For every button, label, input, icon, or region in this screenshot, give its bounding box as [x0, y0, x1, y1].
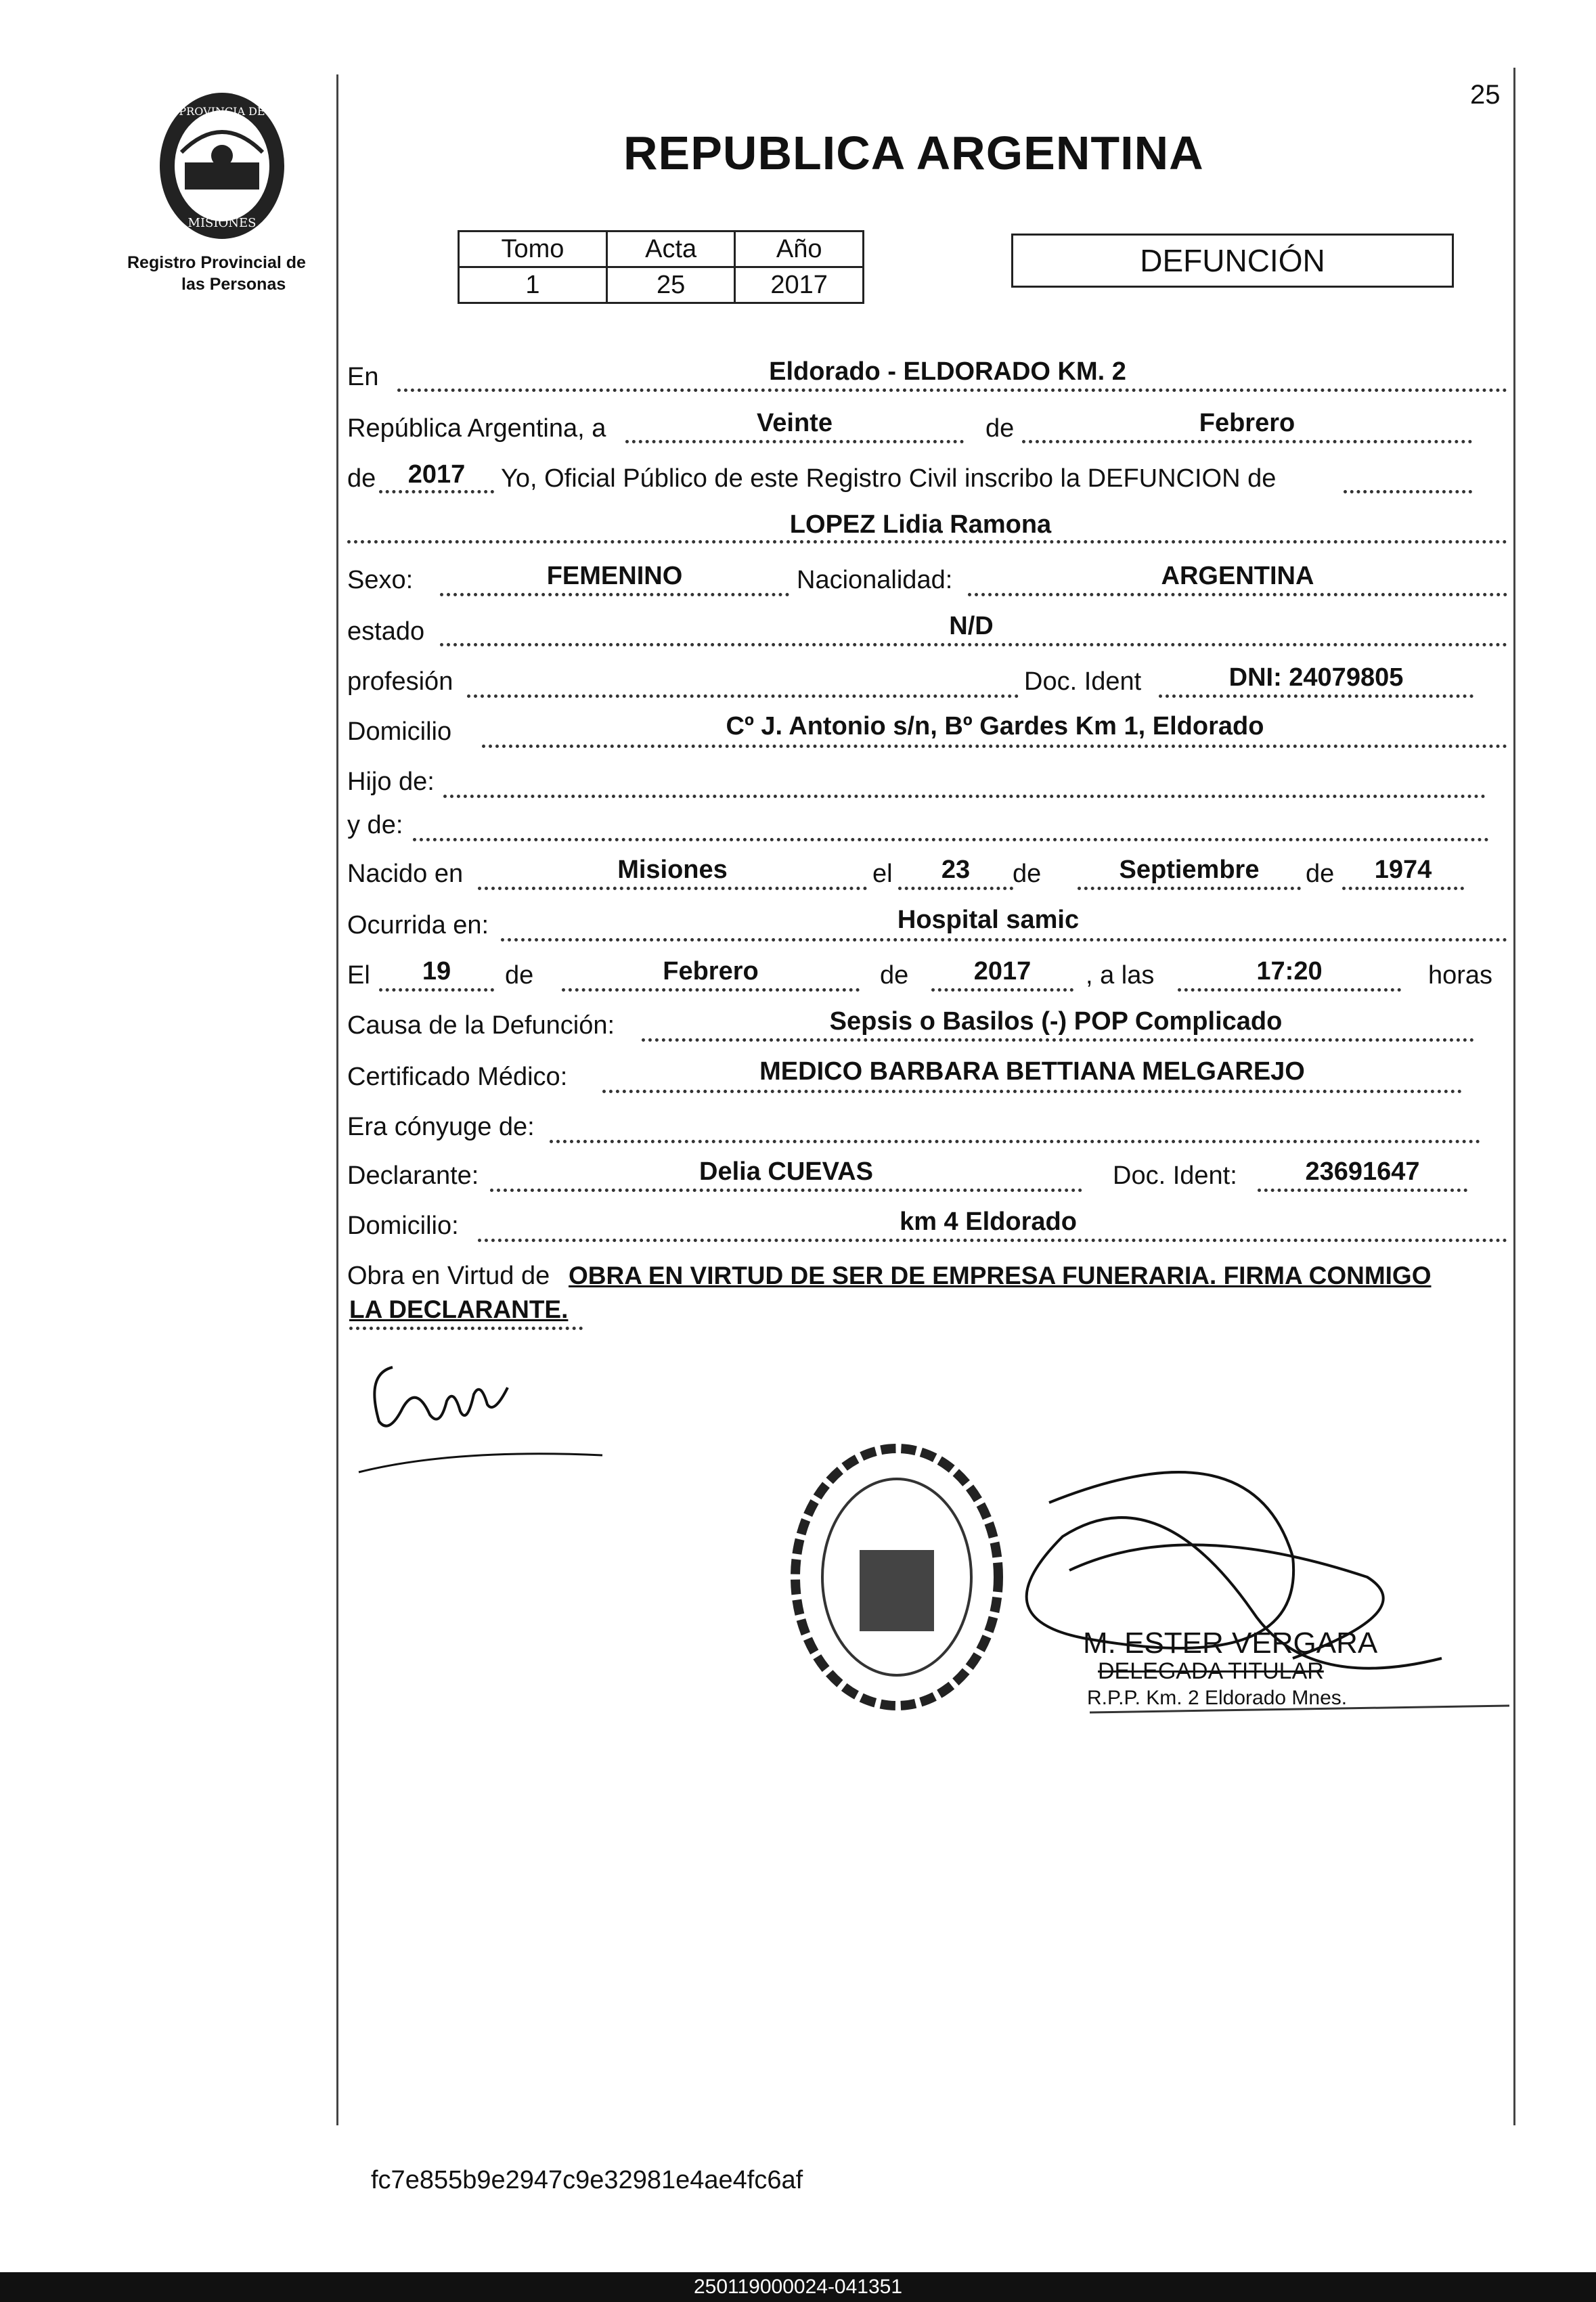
record-header-acta: Acta	[606, 231, 734, 267]
nacionalidad-dotted-line	[968, 593, 1507, 596]
birth-day-dotted-line	[898, 887, 1013, 890]
left-margin-line	[336, 74, 338, 2125]
stamp-office: R.P.P. Km. 2 Eldorado Mnes.	[1087, 1687, 1348, 1709]
month-dotted-line	[1022, 440, 1472, 443]
certificado-value: MEDICO BARBARA BETTIANA MELGAREJO	[759, 1057, 1305, 1086]
birth-month-dotted-line	[1078, 887, 1301, 890]
record-value-acta: 25	[606, 267, 734, 303]
de-label-3: de	[1013, 860, 1042, 888]
death-day-dotted-line	[379, 988, 494, 992]
domicilio-value: Cº J. Antonio s/n, Bº Gardes Km 1, Eldorado	[726, 712, 1264, 740]
footer-code: 250119000024-041351	[693, 2276, 903, 2298]
doc-ident2-label: Doc. Ident:	[1113, 1161, 1237, 1190]
death-day-value: 19	[422, 957, 451, 986]
nacionalidad-value: ARGENTINA	[1161, 562, 1314, 590]
de-label-2: de	[347, 464, 376, 493]
obra-dotted-line	[349, 1327, 583, 1330]
page-number: 25	[1470, 80, 1501, 110]
name-dotted-line	[347, 540, 1507, 544]
nacido-dotted-line	[478, 887, 867, 890]
el2-label: El	[347, 961, 370, 990]
domicilio-label: Domicilio	[347, 717, 452, 746]
sexo-label: Sexo:	[347, 566, 414, 594]
obra-label: Obra en Virtud de	[347, 1262, 550, 1290]
nacido-value: Misiones	[617, 856, 728, 884]
ocurrida-dotted-line	[501, 938, 1507, 942]
record-value-anio: 2017	[735, 267, 864, 303]
hijo-label: Hijo de:	[347, 768, 435, 796]
birth-year-dotted-line	[1342, 887, 1464, 890]
deceased-name: LOPEZ Lidia Ramona	[789, 510, 1052, 539]
record-header-anio: Año	[735, 231, 864, 267]
day-value: Veinte	[757, 409, 833, 437]
declarante-label: Declarante:	[347, 1161, 479, 1190]
record-table	[458, 230, 864, 304]
ocurrida-label: Ocurrida en:	[347, 911, 489, 939]
sexo-value: FEMENINO	[546, 562, 683, 590]
declarante-value: Delia CUEVAS	[699, 1157, 873, 1186]
page-title: REPUBLICA ARGENTINA	[623, 127, 1204, 179]
month-value: Febrero	[1199, 409, 1295, 437]
declarant-signature	[352, 1347, 623, 1496]
causa-dotted-line	[642, 1038, 1474, 1042]
right-margin-line	[1513, 68, 1515, 2125]
horas-label: horas	[1428, 961, 1493, 990]
de-label-5: de	[505, 961, 534, 990]
de-label-1: de	[985, 414, 1015, 443]
death-year-dotted-line	[931, 988, 1073, 992]
official-stamp	[778, 1435, 1509, 1780]
a-las-label: , a las	[1086, 961, 1155, 990]
birth-year-value: 1974	[1374, 856, 1432, 884]
svg-text:MISIONES: MISIONES	[187, 216, 257, 230]
profesion-label: profesión	[347, 667, 453, 696]
hijo-dotted-line	[443, 795, 1486, 798]
y-de-label: y de:	[347, 811, 403, 839]
profesion-dotted-line	[467, 694, 1019, 698]
death-month-dotted-line	[562, 988, 860, 992]
document-hash: fc7e855b9e2947c9e32981e4ae4fc6af	[371, 2166, 803, 2194]
registry-name-line2: las Personas	[181, 275, 286, 294]
certificado-dotted-line	[602, 1090, 1462, 1093]
doc-ident-dotted-line	[1159, 694, 1473, 698]
record-value-tomo: 1	[459, 267, 607, 303]
birth-day-value: 23	[941, 856, 971, 884]
el-label: el	[872, 860, 893, 888]
de-label-6: de	[880, 961, 909, 990]
obra-value-line1: OBRA EN VIRTUD DE SER DE EMPRESA FUNERARIA. FIRMA CONMIGO	[569, 1262, 1432, 1289]
doc-ident2-value: 23691647	[1305, 1157, 1420, 1186]
death-year-value: 2017	[973, 957, 1032, 986]
domicilio2-label: Domicilio:	[347, 1212, 459, 1240]
death-month-value: Febrero	[663, 957, 759, 986]
domicilio2-value: km 4 Eldorado	[900, 1208, 1077, 1236]
document-type-box: DEFUNCIÓN	[1011, 234, 1454, 288]
stamp-name: M. ESTER VERGARA	[1083, 1626, 1378, 1660]
y-de-dotted-line	[413, 838, 1489, 841]
stamp-title: DELEGADA TITULAR	[1098, 1658, 1324, 1684]
estado-value: N/D	[949, 612, 994, 640]
footer-bar	[0, 2272, 1596, 2302]
estado-label: estado	[347, 617, 425, 646]
en-label: En	[347, 363, 379, 391]
day-dotted-line	[625, 440, 964, 443]
en-value: Eldorado - ELDORADO KM. 2	[769, 357, 1126, 386]
registry-name-line1: Registro Provincial de	[127, 253, 306, 272]
provincial-seal-icon	[154, 88, 290, 244]
ocurrida-value: Hospital samic	[897, 906, 1080, 934]
death-time-value: 17:20	[1256, 957, 1323, 986]
republica-label: República Argentina, a	[347, 414, 606, 443]
estado-dotted-line	[440, 643, 1507, 646]
nacionalidad-label: Nacionalidad:	[797, 566, 953, 594]
conyuge-dotted-line	[550, 1140, 1480, 1143]
nacido-label: Nacido en	[347, 860, 464, 888]
obra-value-line2: LA DECLARANTE.	[349, 1296, 569, 1323]
declarante-dotted-line	[490, 1189, 1082, 1192]
domicilio2-dotted-line	[478, 1239, 1507, 1242]
yo-statement: Yo, Oficial Público de este Registro Civil inscribo la DEFUNCION de	[501, 464, 1277, 493]
birth-month-value: Septiembre	[1119, 856, 1260, 884]
doc-ident-value: DNI: 24079805	[1228, 663, 1404, 692]
year-dotted-line	[379, 490, 494, 493]
record-header-tomo: Tomo	[459, 231, 607, 267]
sexo-dotted-line	[440, 593, 789, 596]
doc-ident2-dotted-line	[1258, 1189, 1467, 1192]
de-label-4: de	[1306, 860, 1335, 888]
conyuge-label: Era cónyuge de:	[347, 1113, 535, 1141]
year-value: 2017	[407, 460, 466, 489]
death-time-dotted-line	[1178, 988, 1401, 992]
causa-value: Sepsis o Basilos (-) POP Complicado	[829, 1007, 1283, 1036]
yo-dotted-line	[1344, 490, 1472, 493]
certificado-label: Certificado Médico:	[347, 1063, 568, 1091]
domicilio-dotted-line	[482, 745, 1507, 748]
en-dotted-line	[397, 389, 1507, 392]
causa-label: Causa de la Defunción:	[347, 1011, 615, 1040]
doc-ident-label: Doc. Ident	[1024, 667, 1142, 696]
svg-text:PROVINCIA DE: PROVINCIA DE	[179, 105, 265, 118]
